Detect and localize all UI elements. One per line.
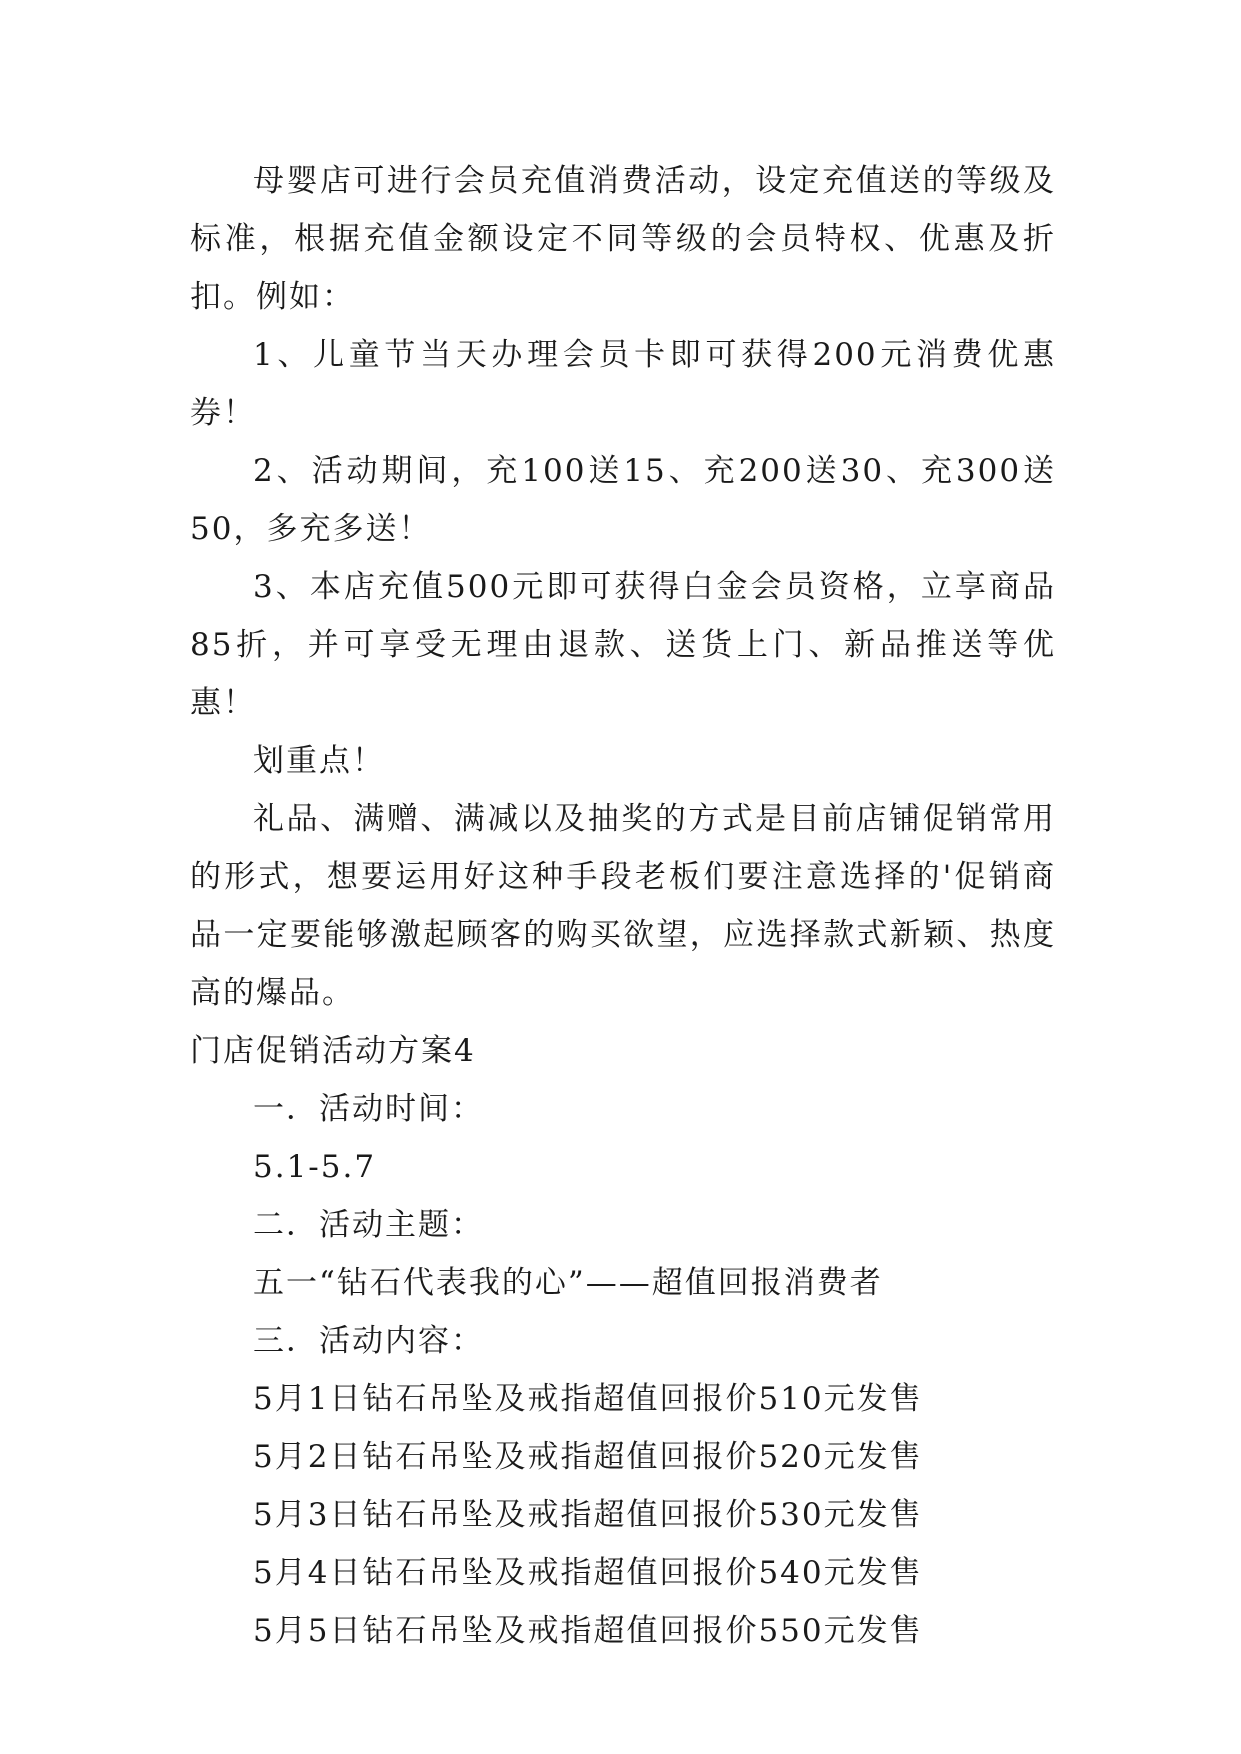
- activity-time-value: 5.1-5.7: [253, 1149, 377, 1185]
- content-item-day-5: 5月5日钻石吊坠及戒指超值回报价550元发售: [253, 1613, 923, 1649]
- content-item-day-1: 5月1日钻石吊坠及戒指超值回报价510元发售: [253, 1381, 923, 1417]
- heading-activity-time: 一．活动时间：: [253, 1091, 484, 1127]
- heading-activity-theme: 二．活动主题：: [253, 1207, 484, 1243]
- section-title: 门店促销活动方案4: [190, 1033, 476, 1069]
- activity-theme-value: 五一“钻石代表我的心”——超值回报消费者: [253, 1265, 883, 1301]
- paragraph-item-1: 1、儿童节当天办理会员卡即可获得200元消费优惠券！: [190, 337, 1056, 431]
- heading-activity-content: 三．活动内容：: [253, 1323, 484, 1359]
- content-item-day-4: 5月4日钻石吊坠及戒指超值回报价540元发售: [253, 1555, 923, 1591]
- document-page: [190, 152, 1056, 1660]
- paragraph-highlight: 划重点！: [253, 743, 385, 779]
- content-item-day-2: 5月2日钻石吊坠及戒指超值回报价520元发售: [253, 1439, 923, 1475]
- paragraph-item-2: 2、活动期间，充100送15、充200送30、充300送50，多充多送！: [190, 453, 1056, 547]
- paragraph-item-3: 3、本店充值500元即可获得白金会员资格，立享商品85折，并可享受无理由退款、送货上门、新品推送等优惠！: [190, 569, 1056, 721]
- paragraph-membership-intro: 母婴店可进行会员充值消费活动，设定充值送的等级及标准，根据充值金额设定不同等级的会员特权、优惠及折扣。例如：: [190, 163, 1056, 315]
- content-item-day-3: 5月3日钻石吊坠及戒指超值回报价530元发售: [253, 1497, 923, 1533]
- paragraph-promotion-tips: 礼品、满赠、满减以及抽奖的方式是目前店铺促销常用的形式，想要运用好这种手段老板们要注意选择的'促销商品一定要能够激起顾客的购买欲望，应选择款式新颖、热度高的爆品。: [190, 801, 1056, 1011]
